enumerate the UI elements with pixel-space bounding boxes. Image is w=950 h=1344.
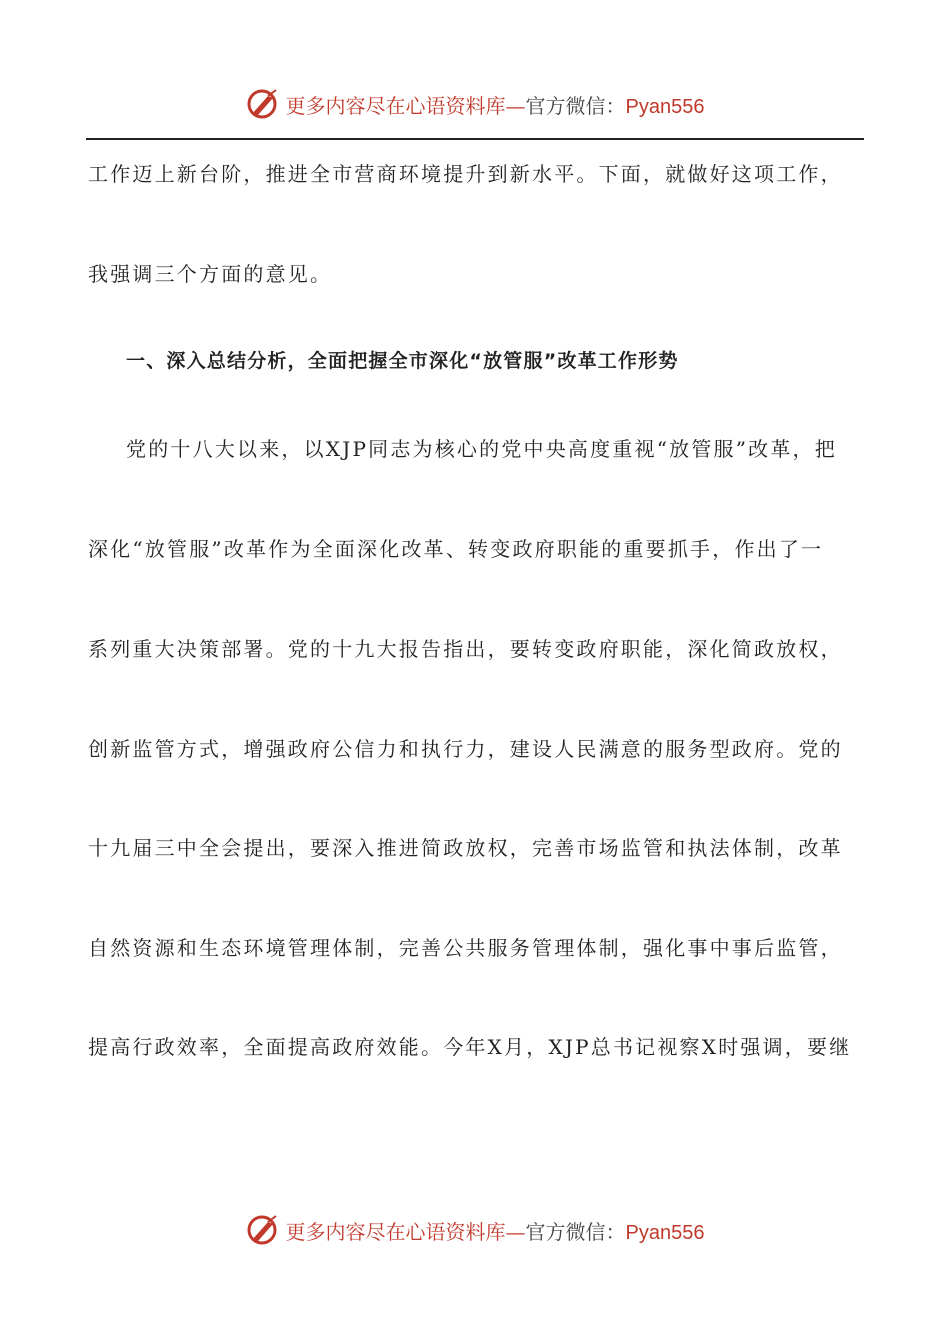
body-line: 创新监管方式，增强政府公信力和执行力，建设人民满意的服务型政府。党的 [88,737,843,761]
body-line: 我强调三个方面的意见。 [88,262,333,286]
header-banner [0,84,950,124]
body-line: 系列重大决策部署。党的十九大报告指出，要转变政府职能，深化简政放权， [88,637,843,661]
pen-logo-icon [246,1213,280,1247]
banner-dash: — [505,1219,526,1244]
banner-text [286,90,705,119]
banner-wechat-id: Pyan556 [625,95,705,118]
body-line: 深化“放管服”改革作为全面深化改革、转变政府职能的重要抓手，作出了一 [88,537,824,561]
banner-brand: 更多内容尽在心语资料库 [285,1219,506,1244]
banner-wechat-id: Pyan556 [625,1221,705,1244]
pen-logo-icon [246,87,280,121]
banner-official: 官方微信： [525,93,626,118]
section-heading: 一、深入总结分析，全面把握全市深化“放管服”改革工作形势 [126,350,679,372]
banner-text [286,1216,705,1245]
header-divider [86,138,864,140]
body-line: 工作迈上新台阶，推进全市营商环境提升到新水平。下面，就做好这项工作， [88,162,843,186]
banner-official: 官方微信： [525,1219,626,1244]
body-line: 党的十八大以来，以XJP同志为核心的党中央高度重视“放管服”改革，把 [126,437,837,461]
banner-dash: — [505,93,526,118]
body-line: 十九届三中全会提出，要深入推进简政放权，完善市场监管和执法体制，改革 [88,836,843,860]
banner-brand: 更多内容尽在心语资料库 [285,93,506,118]
body-line: 提高行政效率，全面提高政府效能。今年X月，XJP总书记视察X时强调，要继 [88,1035,852,1059]
footer-banner [0,1210,950,1250]
body-line: 自然资源和生态环境管理体制，完善公共服务管理体制，强化事中事后监管， [88,936,843,960]
